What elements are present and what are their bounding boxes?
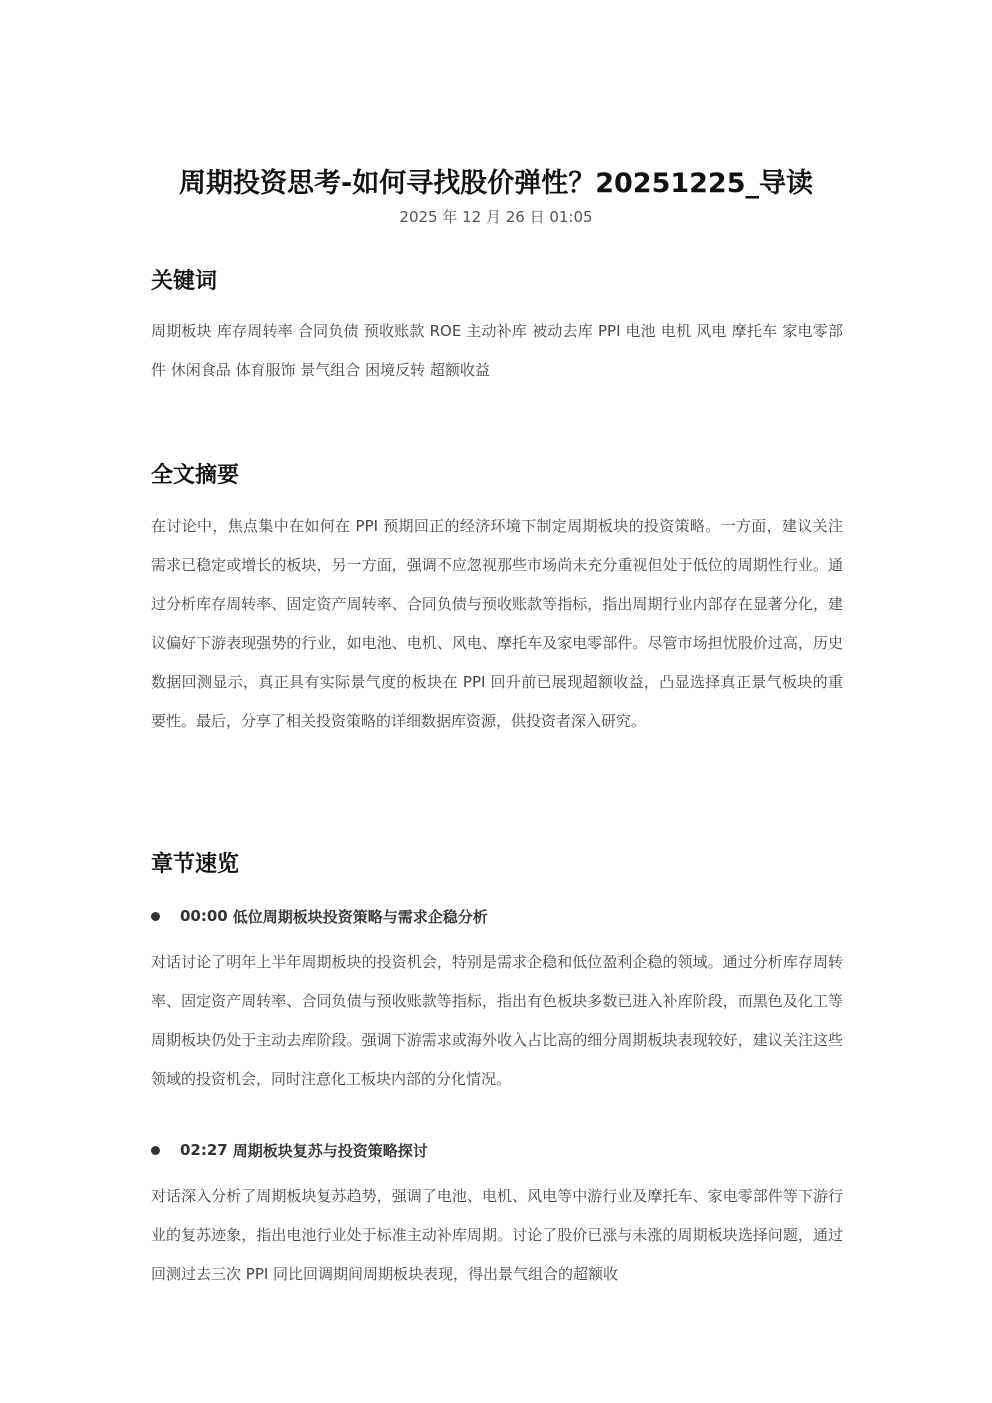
- chapter-timestamp: 02:27: [180, 1141, 228, 1159]
- chapters-heading: 章节速览: [151, 852, 240, 877]
- bullet-icon: [151, 912, 160, 921]
- chapter-item: [151, 904, 843, 1099]
- chapter-timestamp: 00:00: [180, 907, 228, 925]
- chapter-header: [151, 1138, 843, 1162]
- bullet-icon: [151, 1146, 160, 1155]
- chapter-title: 周期板块复苏与投资策略探讨: [232, 1141, 428, 1160]
- keywords-heading: 关键词: [151, 269, 218, 294]
- keywords-text: 周期板块 库存周转率 合同负债 预收账款 ROE 主动补库 被动去库 PPI 电池 电机 风电 摩托车 家电零部件 休闲食品 体育服饰 景气组合 困境反转 超额收益: [151, 322, 843, 379]
- chapter-text: 对话讨论了明年上半年周期板块的投资机会，特别是需求企稳和低位盈利企稳的领域。通过分析库存周转率、固定资产周转率、合同负债与预收账款等指标，指出有色板块多数已进入补库阶段，而黑色及化工等周期板块仍处于主动去库阶段。强调下游需求或海外收入占比高的细分周期板块表现较好，建议关注这些领域的投资机会，同时注意化工板块内部的分化情况。: [151, 953, 843, 1088]
- chapter-text: 对话深入分析了周期板块复苏趋势，强调了电池、电机、风电等中游行业及摩托车、家电零部件等下游行业的复苏迹象，指出电池行业处于标准主动补库周期。讨论了股价已涨与未涨的周期板块选择问题，通过回测过去三次 PPI 同比回调期间周期板块表现，得出景气组合的超额收: [151, 1187, 843, 1283]
- summary-text: 在讨论中，焦点集中在如何在 PPI 预期回正的经济环境下制定周期板块的投资策略。一方面，建议关注需求已稳定或增长的板块，另一方面，强调不应忽视那些市场尚未充分重视但处于低位的周期性行业。通过分析库存周转率、固定资产周转率、合同负债与预收账款等指标，指出周期行业内部存在显著分化，建议偏好下游表现强势的行业，如电池、电机、风电、摩托车及家电零部件。尽管市场担忧股价过高，历史数据回测显示，真正具有实际景气度的板块在 PPI 回升前已展现超额收益，凸显选择真正景气板块的重要性。最后，分享了相关投资策略的详细数据库资源，供投资者深入研究。: [151, 517, 843, 730]
- chapter-item: [151, 1138, 843, 1294]
- document-title: 周期投资思考-如何寻找股价弹性？20251225_导读: [179, 168, 813, 200]
- chapter-header: [151, 904, 843, 928]
- summary-heading: 全文摘要: [151, 463, 240, 488]
- document-date: 2025 年 12 月 26 日 01:05: [399, 208, 593, 226]
- chapter-title: 低位周期板块投资策略与需求企稳分析: [232, 907, 488, 926]
